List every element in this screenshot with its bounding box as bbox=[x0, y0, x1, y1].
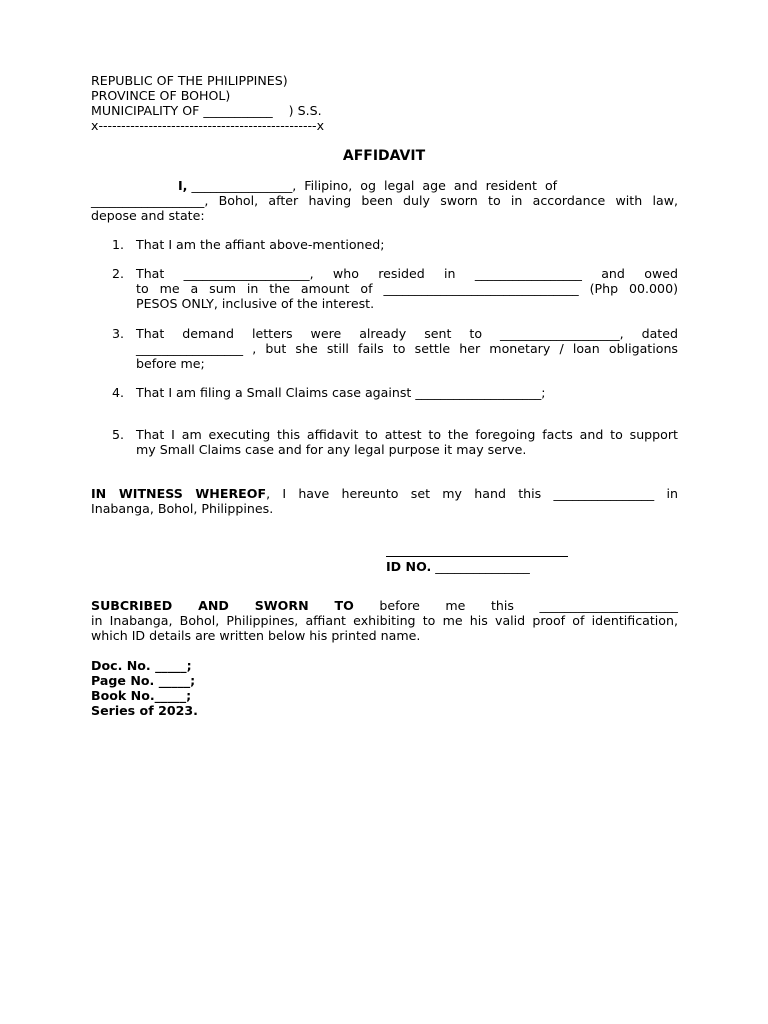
witness-lead: IN WITNESS WHEREOF bbox=[91, 486, 267, 501]
header-republic: REPUBLIC OF THE PHILIPPINES) bbox=[91, 73, 288, 88]
intro-line-2: __________________, Bohol, after having been duly sworn to in accordance with law, bbox=[91, 193, 678, 208]
item-3-line-1: That demand letters were already sent to ___________________, dated bbox=[136, 326, 678, 341]
doc-number: Doc. No. _____; bbox=[91, 658, 192, 673]
header-separator: x------------------------------------------------x bbox=[91, 118, 325, 133]
witness-line-1 bbox=[91, 486, 678, 501]
item-3-line-3: before me; bbox=[136, 356, 205, 371]
item-2-number: 2. bbox=[112, 266, 125, 281]
jurat-line-2: in Inabanga, Bohol, Philippines, affiant exhibiting to me his valid proof of identification, bbox=[91, 613, 678, 628]
item-4-line-1: That I am filing a Small Claims case against ____________________; bbox=[136, 385, 546, 400]
id-blank: _______________ bbox=[431, 559, 530, 574]
jurat-line-3: which ID details are written below his printed name. bbox=[91, 628, 421, 643]
item-3-number: 3. bbox=[112, 326, 125, 341]
witness-line-1-text: , I have hereunto set my hand this ________________ in bbox=[266, 486, 678, 501]
item-2-line-2: to me a sum in the amount of _______________________________ (Php 00.000) bbox=[136, 281, 678, 296]
intro-lead: I, bbox=[178, 178, 188, 193]
witness-line-2: Inabanga, Bohol, Philippines. bbox=[91, 501, 274, 516]
jurat-lead: SUBCRIBED AND SWORN TO bbox=[91, 598, 354, 613]
signature-line bbox=[386, 556, 568, 557]
document-title: AFFIDAVIT bbox=[342, 148, 426, 164]
intro-line-1-text: ________________, Filipino, og legal age and resident of bbox=[187, 178, 558, 193]
header-province: PROVINCE OF BOHOL) bbox=[91, 88, 231, 103]
jurat-line-1 bbox=[91, 598, 678, 613]
item-5-line-2: my Small Claims case and for any legal purpose it may serve. bbox=[136, 442, 527, 457]
item-5-number: 5. bbox=[112, 427, 125, 442]
page-number: Page No. _____; bbox=[91, 673, 196, 688]
id-number-line bbox=[386, 559, 530, 574]
item-2-line-3: PESOS ONLY, inclusive of the interest. bbox=[136, 296, 375, 311]
header-municipality: MUNICIPALITY OF ___________ ) S.S. bbox=[91, 103, 322, 118]
intro-line-3: depose and state: bbox=[91, 208, 205, 223]
item-1-line-1: That I am the affiant above-mentioned; bbox=[136, 237, 385, 252]
intro-line-1 bbox=[178, 178, 557, 193]
series-year: Series of 2023. bbox=[91, 703, 198, 718]
id-label: ID NO. bbox=[386, 559, 432, 574]
item-3-line-2: _________________ , but she still fails to settle her monetary / loan obligations bbox=[136, 341, 678, 356]
item-1-number: 1. bbox=[112, 237, 125, 252]
item-2-line-1: That ____________________, who resided in _________________ and owed bbox=[136, 266, 678, 281]
item-4-number: 4. bbox=[112, 385, 125, 400]
jurat-line-1-text: before me this ______________________ bbox=[379, 598, 678, 613]
item-5-line-1: That I am executing this affidavit to attest to the foregoing facts and to support bbox=[136, 427, 678, 442]
book-number: Book No._____; bbox=[91, 688, 192, 703]
